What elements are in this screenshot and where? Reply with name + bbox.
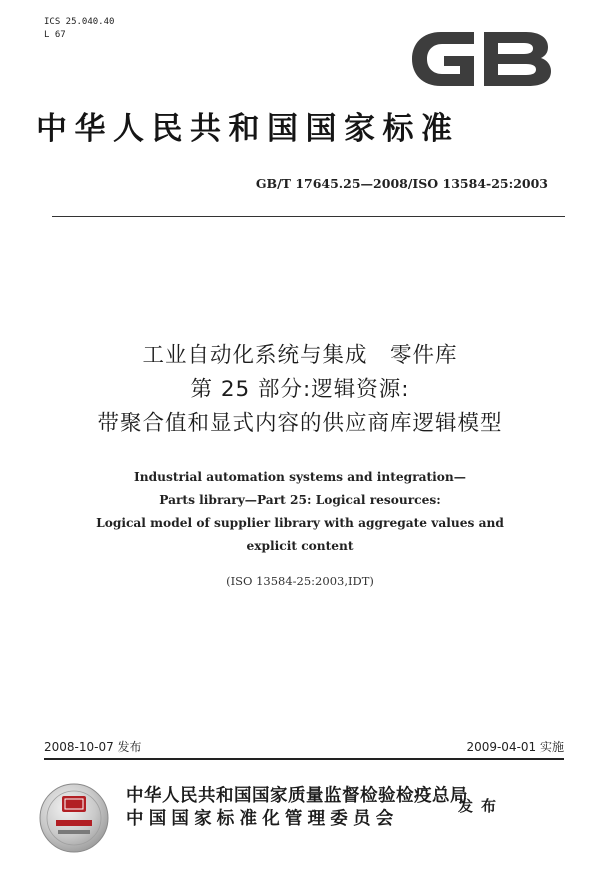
standard-type-title: 中华人民共和国国家标准: [36, 111, 460, 147]
english-title-line-2: Parts library—Part 25: Logical resources:: [159, 493, 441, 507]
issuer-sac: 中国国家标准化管理委员会: [126, 809, 399, 829]
english-title-line-1: Industrial automation systems and integration—: [134, 470, 466, 484]
ics-code: ICS 25.040.40: [44, 17, 115, 27]
chinese-title-line-1: 工业自动化系统与集成 零件库: [142, 343, 458, 368]
chinese-title-line-3: 带聚合值和显式内容的供应商库逻辑模型: [97, 411, 503, 436]
implementation-date: 2009-04-01 实施: [466, 740, 564, 754]
english-title-line-4: explicit content: [246, 539, 354, 553]
gb-logo-icon: [408, 26, 556, 92]
chinese-title-line-2: 第 25 部分:逻辑资源:: [190, 377, 410, 402]
divider: [52, 216, 565, 217]
publish-label: 发布: [458, 797, 505, 815]
issue-date: 2008-10-07 发布: [44, 740, 142, 754]
ccs-code: L 67: [44, 30, 66, 40]
english-title-line-3: Logical model of supplier library with aggregate values and: [96, 516, 504, 530]
iso-reference: (ISO 13584-25:2003,IDT): [226, 574, 374, 588]
footer-divider: [44, 758, 564, 760]
issuer-aqsiq: 中华人民共和国国家质量监督检验检疫总局: [126, 786, 468, 806]
standard-number: GB/T 17645.25—2008/ISO 13584-25:2003: [255, 176, 548, 191]
classification-codes: [44, 16, 114, 42]
anti-counterfeit-seal-icon: [38, 782, 110, 854]
